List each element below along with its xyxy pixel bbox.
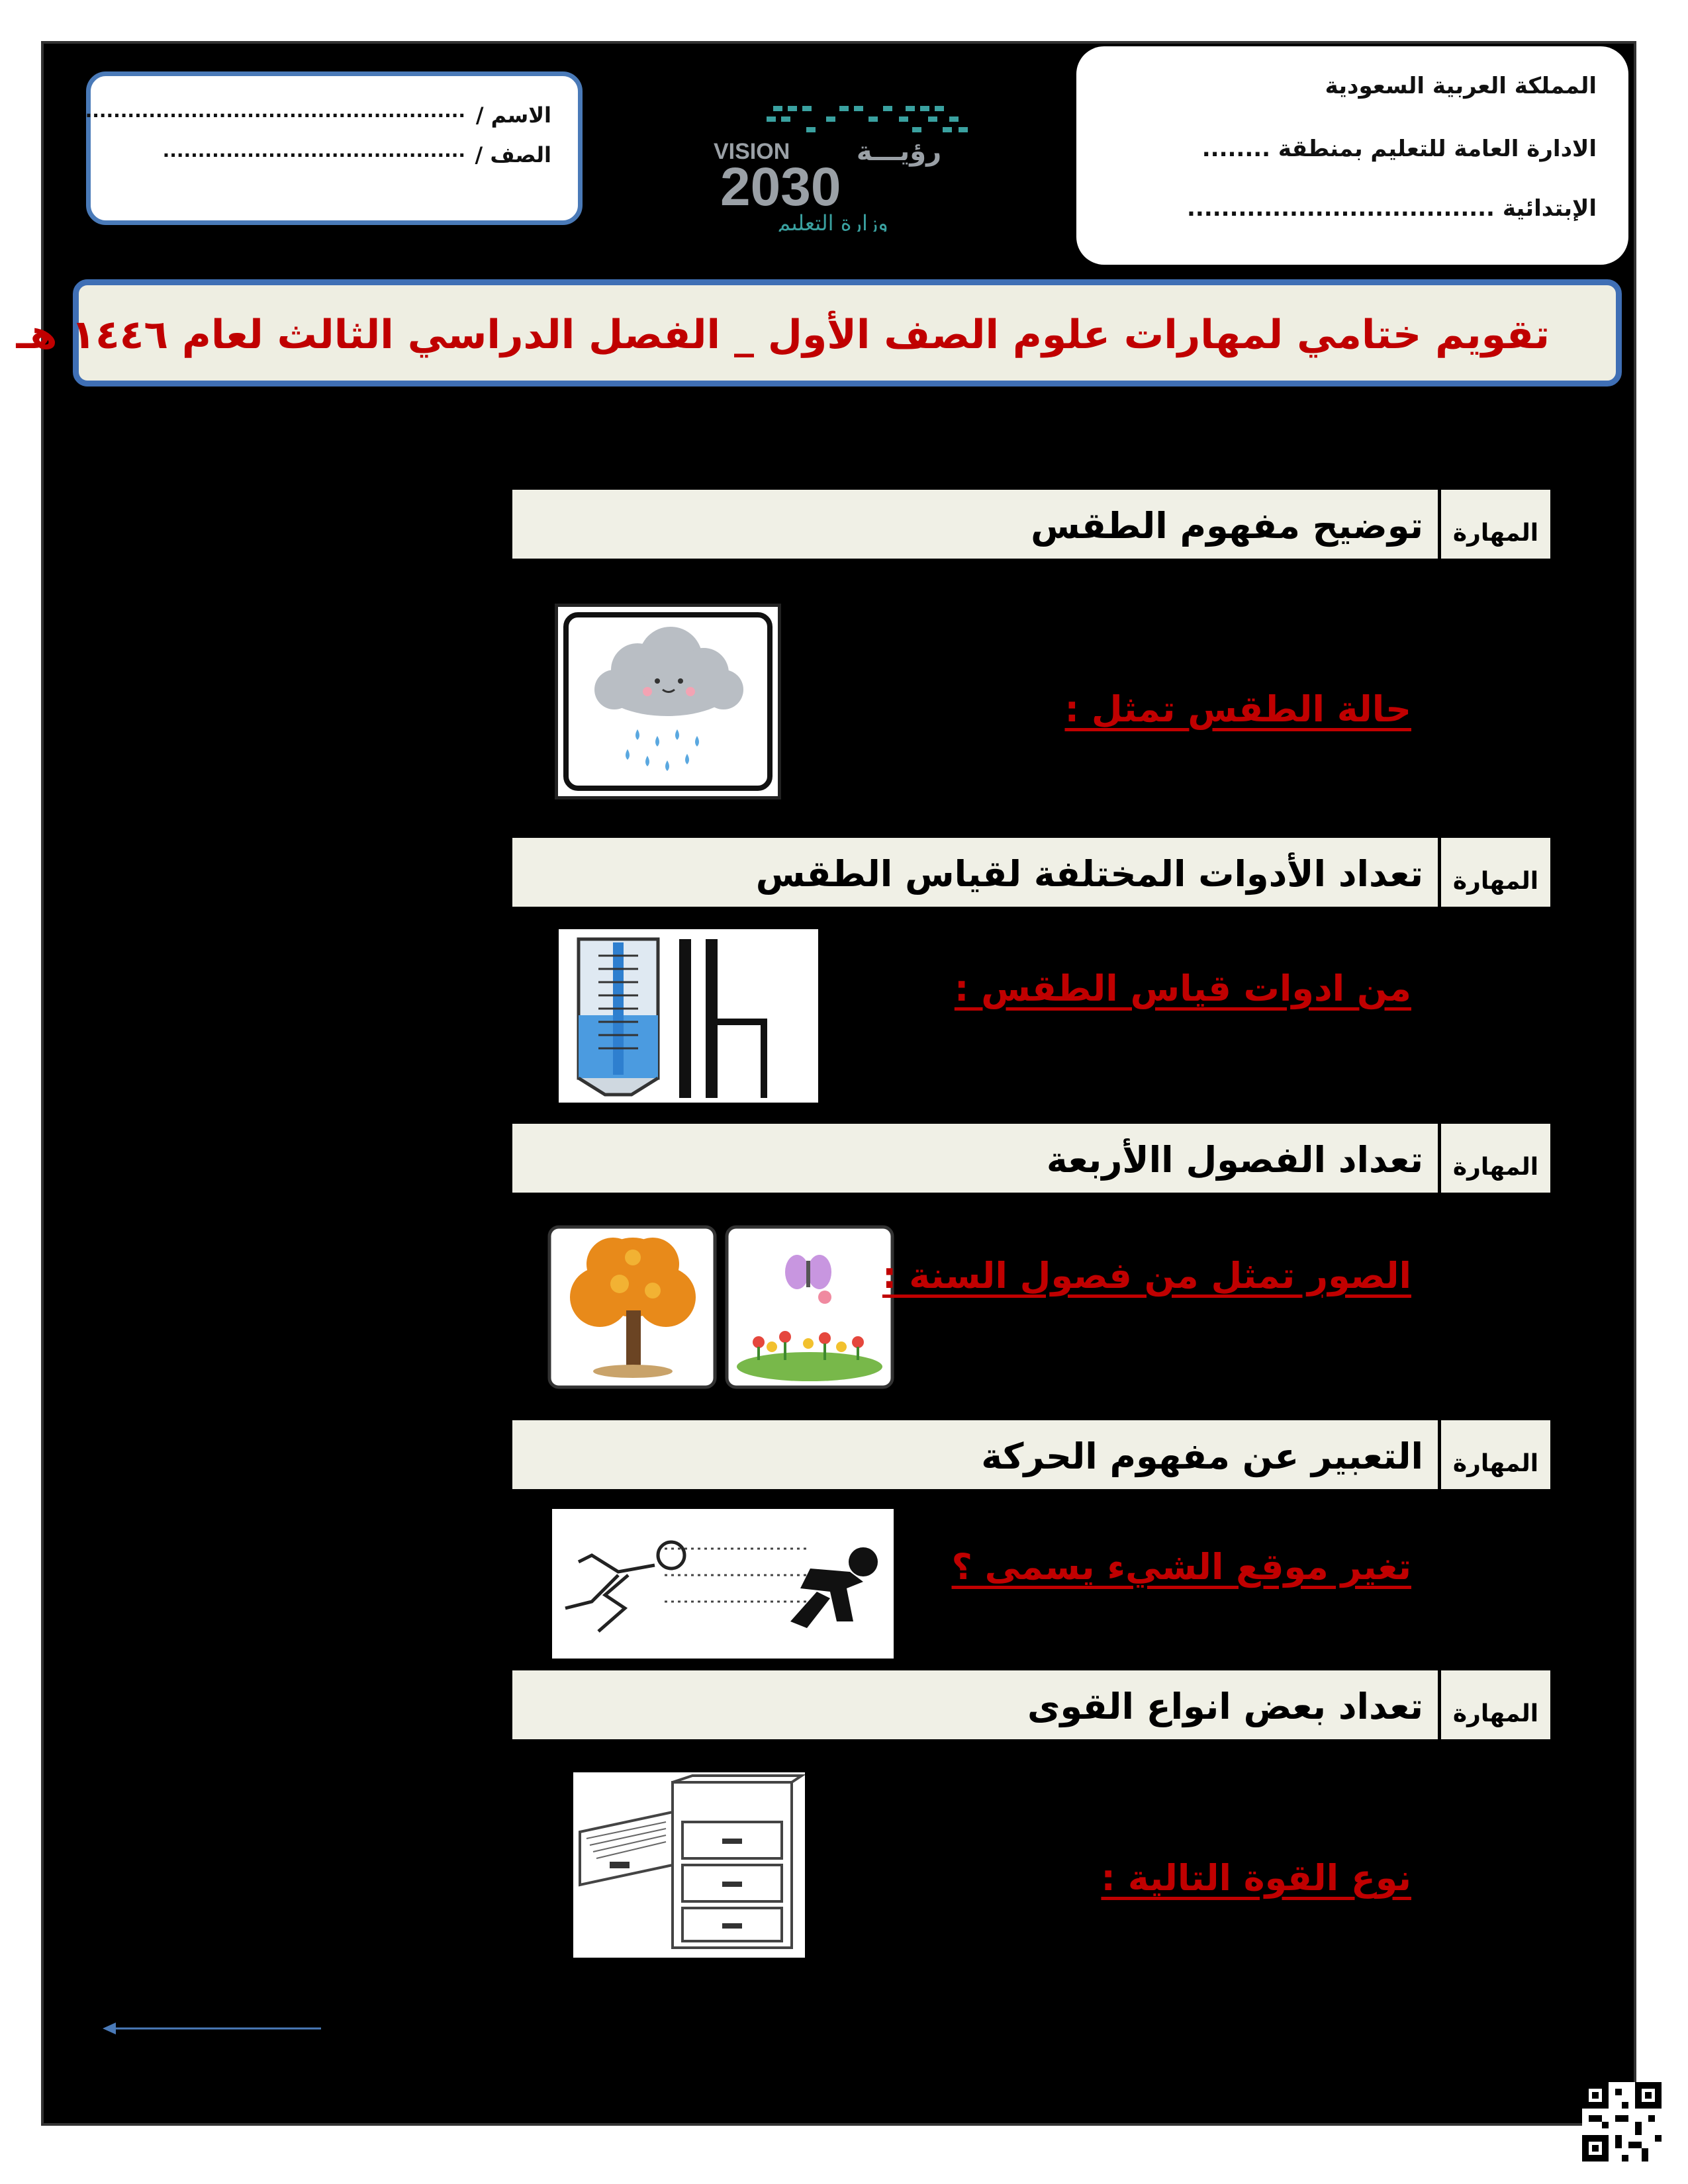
question-5: نوع القوة التالية : xyxy=(1101,1857,1411,1899)
logo-year: 2030 xyxy=(720,157,841,217)
skill-text: توضيح مفهوم الطقس xyxy=(1031,505,1423,547)
logo-vision-text: VISION xyxy=(714,139,790,164)
question-2: من ادوات قياس الطقس : xyxy=(954,968,1411,1009)
skill-text: تعداد الأدوات المختلفة لقياس الطقس xyxy=(755,853,1423,895)
skill-row-1 xyxy=(512,490,1550,559)
skill-text: تعداد الفصول االأربعة xyxy=(1046,1139,1423,1181)
skill-label: المهارة xyxy=(1438,1670,1550,1739)
back-arrow-icon[interactable] xyxy=(99,2019,324,2038)
rain-gauge-image xyxy=(559,929,818,1103)
logo-vision-arabic: رؤيـــة xyxy=(856,136,942,167)
skill-text: التعبير عن مفهوم الحركة xyxy=(981,1435,1423,1477)
drawer-image xyxy=(573,1772,805,1958)
skill-label: المهارة xyxy=(1438,490,1550,559)
logo-ministry: وزارة التعليم xyxy=(777,210,888,232)
name-label: الاسم / xyxy=(475,103,551,128)
skill-label: المهارة xyxy=(1438,1420,1550,1489)
vision-2030-logo xyxy=(707,99,992,232)
ministry-header xyxy=(1076,46,1628,265)
ministry-line-2: الادارة العامة للتعليم بمنطقة ........ xyxy=(1201,136,1597,162)
class-label: الصف / xyxy=(475,142,551,167)
skill-text: تعداد بعض انواع القوى xyxy=(1027,1686,1423,1727)
skill-row-2 xyxy=(512,838,1550,907)
qr-code-icon xyxy=(1582,2082,1662,2161)
page-title: تقويم ختامي لمهارات علوم الصف الأول _ الفصل الدراسي الثالث لعام ١٤٤٦ هـ xyxy=(16,312,1550,358)
question-1: حالة الطقس تمثل : xyxy=(1064,688,1411,730)
seasons-images xyxy=(547,1224,895,1390)
student-info-box xyxy=(86,71,583,225)
skill-label: المهارة xyxy=(1438,838,1550,907)
ministry-line-1: المملكة العربية السعودية xyxy=(1325,73,1597,99)
skill-label: المهارة xyxy=(1438,1124,1550,1193)
skill-row-5 xyxy=(512,1670,1550,1739)
title-banner xyxy=(16,279,1622,387)
skill-row-3 xyxy=(512,1124,1550,1193)
rain-cloud-image xyxy=(555,604,781,799)
running-motion-image xyxy=(552,1509,894,1659)
ministry-line-3: الإبتدائية .................................... xyxy=(1187,195,1597,222)
question-3: الصور تمثل من فصول السنة : xyxy=(882,1255,1411,1297)
skill-row-4 xyxy=(512,1420,1550,1489)
name-field[interactable]: ...................................................... xyxy=(85,100,465,122)
question-4: تغير موقع الشيء يسمى ؟ xyxy=(951,1546,1411,1588)
class-field[interactable]: ........................................... xyxy=(162,140,465,161)
